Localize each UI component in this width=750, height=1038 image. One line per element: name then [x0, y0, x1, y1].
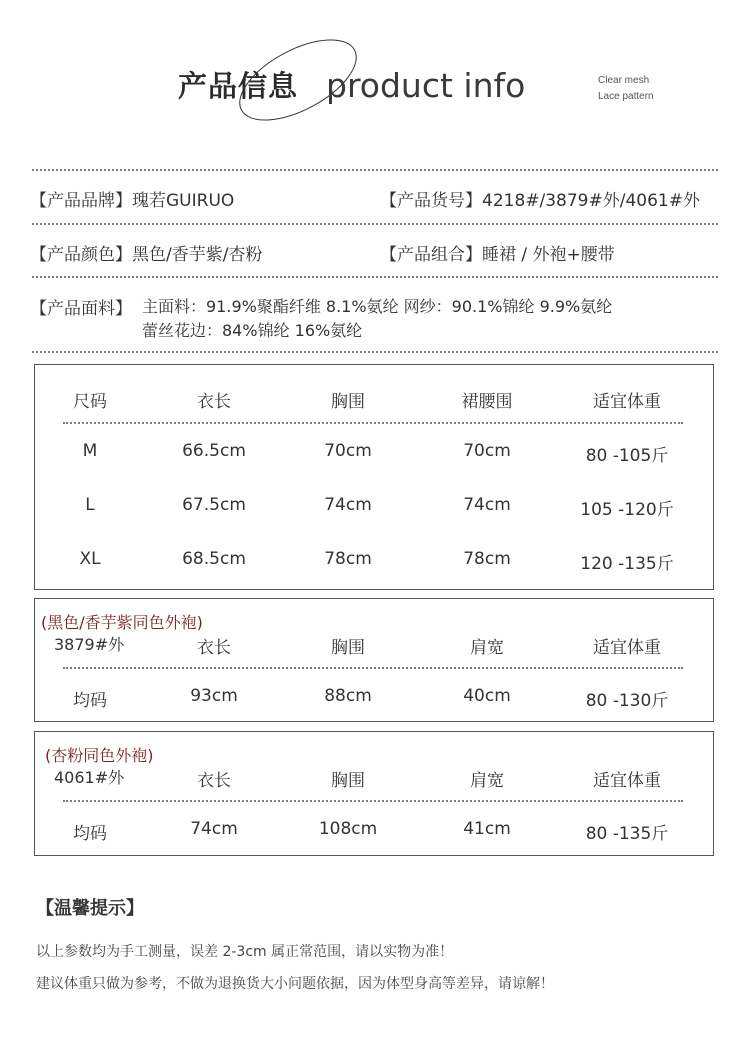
table-header: 适宜体重 [593, 392, 661, 412]
table-cell: 105 -120斤 [580, 500, 674, 520]
table-cell: 68.5cm [182, 549, 246, 569]
table-cell: 74cm [324, 495, 372, 515]
tagline-2: Lace pattern [598, 91, 654, 102]
table-cell: 80 -105斤 [585, 446, 669, 466]
tip-line-1: 以上参数均为手工测量，误差 2-3cm 属正常范围，请以实物为准！ [36, 944, 454, 960]
table-header: 衣长 [197, 638, 231, 658]
table-header: 衣长 [197, 392, 231, 412]
size-table [34, 364, 714, 590]
table-header: 衣长 [197, 771, 231, 791]
table-header: 胸围 [331, 638, 365, 658]
divider [32, 351, 718, 353]
page-title-en: product info [326, 66, 526, 105]
header-divider [63, 422, 683, 424]
table-cell: 78cm [463, 549, 511, 569]
table-cell: 74cm [190, 819, 238, 839]
combo-value: 睡裙 / 外袍+腰带 [482, 245, 615, 265]
table-cell: 70cm [463, 441, 511, 461]
combo-label: 【产品组合】 [380, 245, 482, 265]
sku-row [380, 186, 700, 211]
brand-value: 瑰若GUIRUO [132, 191, 235, 211]
table-header: 适宜体重 [593, 771, 661, 791]
table-cell: 108cm [318, 819, 378, 839]
page-title-cn: 产品信息 [178, 69, 299, 103]
table-cell: 66.5cm [182, 441, 246, 461]
header-divider [63, 800, 683, 802]
table-cell: 67.5cm [182, 495, 246, 515]
divider [32, 223, 718, 225]
table-cell: 88cm [324, 686, 372, 706]
table-cell: 70cm [324, 441, 372, 461]
fabric-label: 【产品面料】 [30, 299, 132, 319]
table-header: 肩宽 [470, 771, 504, 791]
table-cell: 40cm [463, 686, 511, 706]
color-row [30, 240, 262, 265]
sku-label: 【产品货号】 [380, 191, 482, 211]
color-value: 黑色/香芋紫/杏粉 [132, 245, 263, 265]
table-cell: 41cm [463, 819, 511, 839]
table-cell: 120 -135斤 [580, 554, 674, 574]
brand-label: 【产品品牌】 [30, 191, 132, 211]
robe-table-4061 [34, 731, 714, 856]
sku-value: 4218#/3879#外/4061#外 [482, 191, 700, 211]
robe-code: 4061#外 [54, 768, 125, 787]
combo-row [380, 240, 615, 265]
color-label: 【产品颜色】 [30, 245, 132, 265]
brand-row [30, 186, 234, 211]
table-header: 适宜体重 [593, 638, 661, 658]
table-cell: 均码 [73, 691, 107, 711]
table-cell: 均码 [73, 824, 107, 844]
table-cell: L [85, 495, 95, 515]
fabric-line-1: 主面料：91.9%聚酯纤维 8.1%氨纶 网纱：90.1%锦纶 9.9%氨纶 [142, 297, 613, 316]
table-cell: 78cm [324, 549, 372, 569]
fabric-line-2: 蕾丝花边：84%锦纶 16%氨纶 [142, 321, 363, 340]
table-cell: 80 -135斤 [585, 824, 669, 844]
table-header: 胸围 [331, 392, 365, 412]
divider [32, 276, 718, 278]
table-header: 裙腰围 [461, 392, 513, 412]
divider [32, 169, 718, 171]
table-header: 尺码 [73, 392, 107, 412]
table-cell: 80 -130斤 [585, 691, 669, 711]
robe-table-3879 [34, 598, 714, 722]
robe-subtitle: (杏粉同色外袍) [45, 746, 154, 765]
table-cell: M [82, 441, 98, 461]
header-divider [63, 667, 683, 669]
robe-subtitle: (黑色/香芋紫同色外袍) [41, 613, 203, 632]
robe-code: 3879#外 [54, 635, 125, 654]
tip-line-2: 建议体重只做为参考，不做为退换货大小问题依据，因为体型身高等差异，请谅解！ [36, 976, 554, 992]
tagline-1: Clear mesh [598, 75, 650, 86]
table-cell: 93cm [190, 686, 238, 706]
table-header: 肩宽 [470, 638, 504, 658]
table-cell: 74cm [463, 495, 511, 515]
table-cell: XL [79, 549, 101, 569]
tips-title: 【温馨提示】 [36, 898, 144, 919]
table-header: 胸围 [331, 771, 365, 791]
